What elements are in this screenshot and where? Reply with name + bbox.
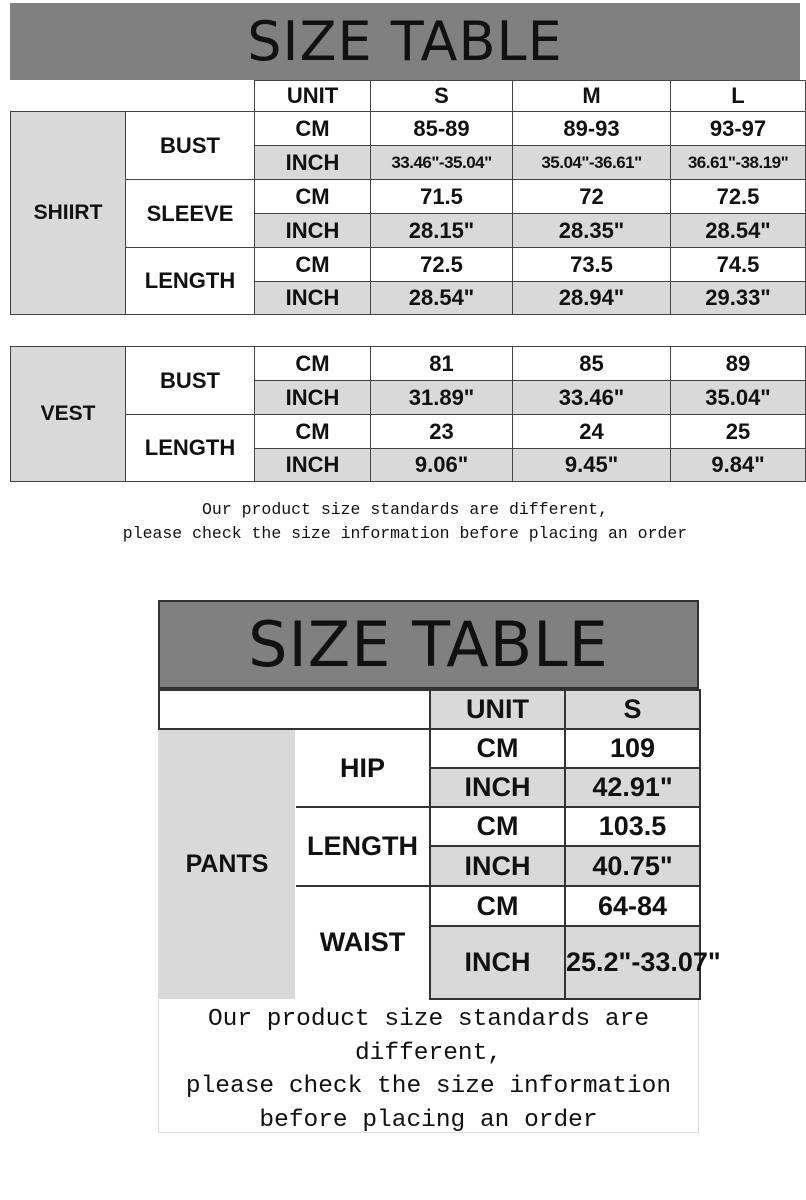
unit-cell: CM — [255, 347, 371, 381]
measure-label-waist: WAIST — [295, 886, 430, 999]
value-cell: 93-97 — [671, 112, 806, 146]
value-cell: 33.46"-35.04" — [371, 146, 513, 180]
unit-cell: CM — [255, 248, 371, 282]
note-line: Our product size standards are — [207, 1006, 650, 1033]
size-header-l: L — [671, 81, 806, 112]
value-cell: 9.06" — [371, 449, 513, 482]
table-row — [11, 248, 806, 282]
note-line: different, — [354, 1039, 503, 1067]
unit-cell: CM — [255, 180, 371, 214]
unit-cell: INCH — [430, 926, 565, 999]
measure-label-hip: HIP — [295, 729, 430, 807]
value-cell: 28.54" — [671, 214, 806, 248]
table-header-row — [159, 690, 700, 729]
value-cell: 72.5 — [371, 248, 513, 282]
category-pants: PANTS — [159, 729, 295, 999]
unit-cell: INCH — [255, 381, 371, 415]
value-cell: 73.5 — [513, 248, 671, 282]
value-cell: 42.91" — [565, 768, 700, 807]
value-cell: 109 — [565, 729, 700, 768]
unit-cell: INCH — [255, 282, 371, 315]
value-cell: 9.84" — [671, 449, 806, 482]
unit-cell: CM — [255, 415, 371, 449]
unit-header: UNIT — [255, 81, 371, 112]
size-disclaimer-top — [10, 498, 800, 546]
measure-label-length: LENGTH — [126, 248, 255, 315]
size-table-banner-top — [10, 3, 800, 80]
value-cell: 81 — [371, 347, 513, 381]
unit-cell: CM — [430, 729, 565, 768]
value-cell: 28.54" — [371, 282, 513, 315]
measure-label-length: LENGTH — [295, 807, 430, 886]
size-header-s: S — [371, 81, 513, 112]
value-cell: 25.2"-33.07" — [565, 926, 700, 999]
value-cell: 28.35" — [513, 214, 671, 248]
value-cell: 85 — [513, 347, 671, 381]
measure-label-sleeve: SLEEVE — [126, 180, 255, 248]
value-cell: 31.89" — [371, 381, 513, 415]
value-cell: 40.75" — [565, 846, 700, 886]
section-title: SIZE TABLE — [248, 608, 609, 681]
value-cell: 71.5 — [371, 180, 513, 214]
value-cell: 24 — [513, 415, 671, 449]
measure-label-bust: BUST — [126, 347, 255, 415]
value-cell: 103.5 — [565, 807, 700, 846]
measure-label-bust: BUST — [126, 112, 255, 180]
header-blank-cell — [159, 690, 430, 729]
value-cell: 35.04" — [671, 381, 806, 415]
unit-cell: INCH — [255, 449, 371, 482]
unit-cell: CM — [430, 807, 565, 846]
table-row — [11, 180, 806, 214]
value-cell: 25 — [671, 415, 806, 449]
note-line: before placing an order — [259, 1106, 598, 1134]
value-cell: 36.61"-38.19" — [671, 146, 806, 180]
value-cell: 85-89 — [371, 112, 513, 146]
value-cell: 35.04"-36.61" — [513, 146, 671, 180]
category-shirt: SHIIRT — [11, 112, 126, 315]
vest-size-table — [10, 346, 806, 482]
measure-label-length: LENGTH — [126, 415, 255, 482]
note-line: please check the size information — [185, 1073, 672, 1100]
header-blank-cell — [11, 81, 255, 112]
unit-cell: INCH — [430, 768, 565, 807]
unit-header: UNIT — [430, 690, 565, 729]
note-line: please check the size information before placing an order — [122, 524, 688, 543]
pants-size-table — [158, 689, 721, 1000]
shirt-size-table — [10, 80, 806, 315]
unit-cell: CM — [255, 112, 371, 146]
size-header-m: M — [513, 81, 671, 112]
unit-cell: INCH — [255, 146, 371, 180]
category-vest: VEST — [11, 347, 126, 482]
value-cell: 28.15" — [371, 214, 513, 248]
value-cell: 74.5 — [671, 248, 806, 282]
value-cell: 72.5 — [671, 180, 806, 214]
value-cell: 72 — [513, 180, 671, 214]
table-row — [159, 729, 700, 768]
note-line: Our product size standards are different, — [202, 500, 608, 519]
value-cell: 9.45" — [513, 449, 671, 482]
size-disclaimer-bottom — [158, 1003, 699, 1137]
value-cell: 29.33" — [671, 282, 806, 315]
table-row — [11, 347, 806, 381]
value-cell: 64-84 — [565, 886, 700, 926]
unit-cell: CM — [430, 886, 565, 926]
unit-cell: INCH — [430, 846, 565, 886]
value-cell: 33.46" — [513, 381, 671, 415]
page-title: SIZE TABLE — [247, 10, 563, 73]
table-row — [11, 415, 806, 449]
value-cell: 89 — [671, 347, 806, 381]
unit-cell: INCH — [255, 214, 371, 248]
table-header-row — [11, 81, 806, 112]
value-cell: 23 — [371, 415, 513, 449]
table-row — [11, 112, 806, 146]
size-table-banner-bottom — [158, 600, 699, 689]
value-cell: 89-93 — [513, 112, 671, 146]
value-cell: 28.94" — [513, 282, 671, 315]
size-header-s: S — [565, 690, 700, 729]
